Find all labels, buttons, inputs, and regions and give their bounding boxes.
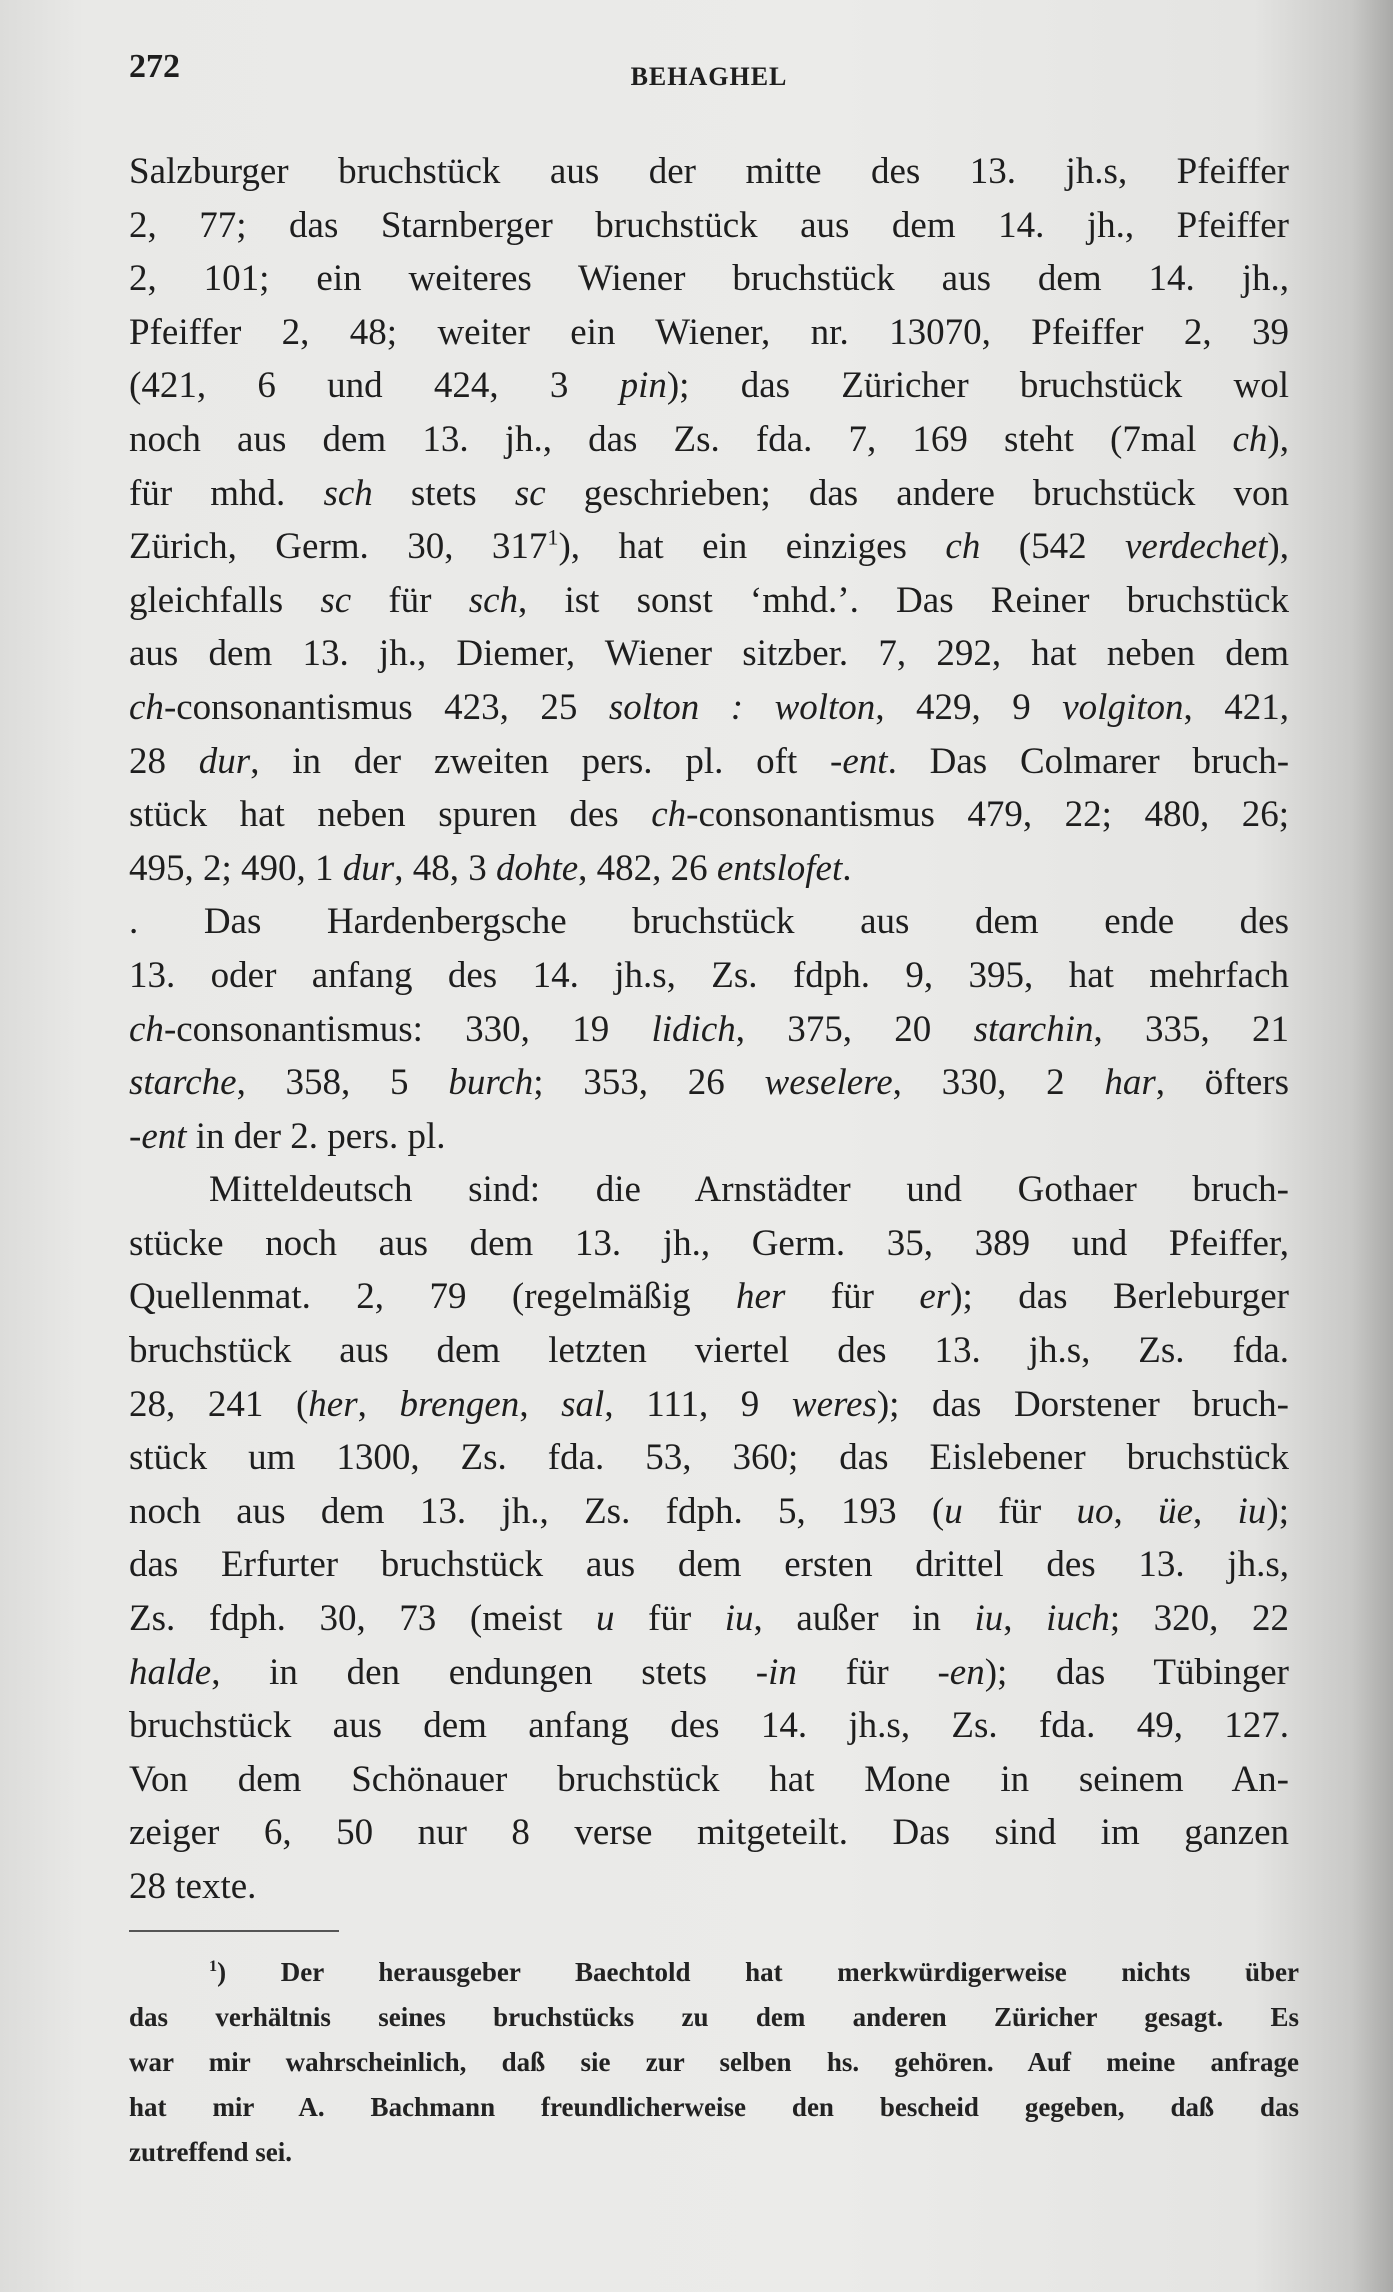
text-run: -consonantismus 479, 22; 480, 26; (686, 794, 1289, 836)
text-line (129, 1753, 1289, 1807)
text-line (129, 1056, 1289, 1110)
italic-term: brengen (399, 1383, 520, 1425)
text-line (129, 467, 1289, 521)
italic-term: her (308, 1383, 358, 1425)
italic-term: ch (651, 794, 687, 836)
text-run: hat mir A. Bachmann freundlicherweise den bescheid gegeben, daß das (129, 2092, 1299, 2122)
text-run: bruchstück aus dem letzten viertel des 13. jh.s, Zs. fda. (129, 1330, 1289, 1372)
italic-term: -ent (830, 740, 888, 782)
text-run: Pfeiffer 2, 48; weiter ein Wiener, nr. 13070, Pfeiffer 2, 39 (129, 311, 1289, 353)
text-line (129, 735, 1289, 789)
footnote-line (129, 2085, 1299, 2130)
text-run: das Erfurter bruchstück aus dem ersten drittel des 13. jh.s, (129, 1544, 1289, 1586)
text-run: 13. oder anfang des 14. jh.s, Zs. fdph. 9, 395, hat mehrfach (129, 954, 1289, 996)
footnote-marker: 1 (547, 524, 559, 550)
text-run: ), hat ein einziges (558, 526, 946, 568)
italic-term: ch (945, 526, 981, 568)
italic-term: ch (129, 686, 164, 728)
italic-term: dur (198, 740, 251, 782)
text-run: 28 (129, 740, 199, 782)
text-line (129, 681, 1289, 735)
text-run: für (614, 1598, 725, 1640)
italic-term: weselere (764, 1062, 893, 1104)
text-run: -consonantismus: 330, 19 (163, 1008, 652, 1050)
text-run: -consonantismus 423, 25 (163, 686, 609, 728)
footnote-line (129, 1950, 1299, 1995)
text-run: in der 2. pers. pl. (186, 1115, 446, 1157)
text-run: ), (1267, 526, 1289, 568)
text-run: , (1003, 1598, 1047, 1640)
text-run: noch aus dem 13. jh., das Zs. fda. 7, 169 steht (7mal (129, 418, 1233, 460)
italic-term: halde (129, 1651, 212, 1693)
italic-term: ch (129, 1008, 164, 1050)
italic-term: iu (974, 1598, 1004, 1640)
text-run: (421, 6 und 424, 3 (129, 365, 620, 407)
text-line (129, 1270, 1289, 1324)
italic-term: har (1104, 1062, 1156, 1104)
text-line (129, 359, 1289, 413)
italic-term: -in (755, 1651, 797, 1693)
italic-term: iu (724, 1598, 754, 1640)
text-run: für (785, 1276, 920, 1318)
text-line (129, 252, 1289, 306)
italic-term: her (736, 1276, 786, 1318)
text-run: Quellenmat. 2, 79 (regelmäßig (129, 1276, 737, 1318)
text-run: , in den endungen stets (211, 1651, 756, 1693)
text-run: , ist sonst ‘mhd.’. Das Reiner bruchstück (518, 579, 1289, 621)
italic-term: lidich (651, 1008, 736, 1050)
text-run: Zürich, Germ. 30, 317 (129, 526, 548, 568)
text-run: noch aus dem 13. jh., Zs. fdph. 5, 193 ( (129, 1490, 945, 1532)
italic-term: sc (320, 579, 352, 621)
text-line (129, 1110, 1289, 1164)
text-run: , (1193, 1490, 1238, 1532)
text-run: ), (1267, 418, 1289, 460)
text-run: . Das Colmarer bruch- (887, 740, 1289, 782)
text-line (129, 520, 1289, 574)
text-line (129, 1485, 1289, 1539)
text-run: Mitteldeutsch sind: die Arnstädter und Gothaer bruch- (209, 1169, 1289, 1211)
italic-term: iu (1237, 1490, 1267, 1532)
footnote-line (129, 2040, 1299, 2085)
text-run: ); das Berleburger (950, 1276, 1289, 1318)
italic-term: u (595, 1598, 615, 1640)
text-line (129, 145, 1289, 199)
page-number: 272 (129, 48, 180, 85)
italic-term: -ent (129, 1115, 187, 1157)
text-line (129, 1699, 1289, 1753)
text-run: aus dem 13. jh., Diemer, Wiener sitzber. 7, 292, hat neben dem (129, 633, 1289, 675)
italic-term: pin (619, 365, 667, 407)
italic-term: ch (1232, 418, 1268, 460)
text-run: , 421, (1183, 686, 1289, 728)
text-run: Zs. fdph. 30, 73 (meist (129, 1598, 596, 1640)
text-run: Salzburger bruchstück aus der mitte des 13. jh.s, Pfeiffer (129, 151, 1289, 192)
text-run: , 429, 9 (875, 686, 1063, 728)
italic-term: er (919, 1276, 951, 1318)
text-run: , (1113, 1490, 1159, 1532)
text-line (129, 1217, 1289, 1271)
text-run: für mhd. (129, 472, 324, 514)
italic-term: sal (561, 1383, 605, 1425)
italic-term: u (944, 1490, 963, 1532)
text-run: stets (372, 472, 515, 514)
text-run: , 358, 5 (236, 1062, 449, 1104)
text-run: war mir wahrscheinlich, daß sie zur selben hs. gehören. Auf meine anfrage (129, 2047, 1299, 2077)
text-run: , 111, 9 (604, 1383, 792, 1425)
italic-term: uo (1076, 1490, 1114, 1532)
footnotes (129, 1950, 1299, 2175)
text-line (129, 949, 1289, 1003)
text-line (129, 1431, 1289, 1485)
footnote-line (129, 1995, 1299, 2040)
text-run: (542 (980, 526, 1125, 568)
text-line (129, 842, 1289, 896)
italic-term: sch (468, 579, 519, 621)
text-run: Von dem Schönauer bruchstück hat Mone in seinem An- (129, 1758, 1289, 1800)
text-line (129, 1324, 1289, 1378)
text-run: für (796, 1651, 938, 1693)
text-run: , 48, 3 (394, 847, 496, 889)
page-header (129, 48, 1289, 98)
footnote-line (129, 2130, 1299, 2175)
italic-term: verdechet (1125, 526, 1268, 568)
italic-term: sch (323, 472, 373, 514)
text-run: , öfters (1155, 1062, 1289, 1104)
text-run: 28, 241 ( (129, 1383, 309, 1425)
text-line (129, 1806, 1289, 1860)
text-line (129, 1003, 1289, 1057)
italic-term: starchin (973, 1008, 1094, 1050)
italic-term: starche (129, 1062, 237, 1104)
italic-term: dur (342, 847, 395, 889)
text-run: , in der zweiten pers. pl. oft (250, 740, 831, 782)
italic-term: sc (514, 472, 546, 514)
text-run: ) Der herausgeber Baechtold hat merkwürdigerweise nichts über (217, 1957, 1299, 1987)
text-line (129, 1592, 1289, 1646)
italic-term: weres (791, 1383, 877, 1425)
text-run: . (842, 847, 852, 889)
text-line (129, 788, 1289, 842)
text-run: , 330, 2 (892, 1062, 1105, 1104)
text-run: für (962, 1490, 1077, 1532)
text-run: ); das Züricher bruchstück wol (666, 365, 1289, 407)
italic-term: volgiton (1062, 686, 1184, 728)
text-run: bruchstück aus dem anfang des 14. jh.s, Zs. fda. 49, 127. (129, 1705, 1289, 1747)
text-run: , (519, 1383, 562, 1425)
italic-term: entslofet (716, 847, 843, 889)
text-run: stücke noch aus dem 13. jh., Germ. 35, 389 und Pfeiffer, (129, 1222, 1289, 1264)
italic-term: iuch (1046, 1598, 1110, 1640)
text-run: geschrieben; das andere bruchstück von (545, 472, 1289, 514)
text-run: . Das Hardenbergsche bruchstück aus dem ende des (129, 901, 1289, 943)
text-line (129, 1163, 1289, 1217)
text-line (129, 574, 1289, 628)
text-run: zutreffend sei. (129, 2137, 292, 2167)
text-line (129, 1646, 1289, 1700)
text-line (129, 627, 1289, 681)
text-line (129, 1538, 1289, 1592)
text-run: stück um 1300, Zs. fda. 53, 360; das Eislebener bruchstück (129, 1437, 1289, 1479)
italic-term: üe (1158, 1490, 1194, 1532)
text-run: 495, 2; 490, 1 (129, 847, 343, 889)
running-head: BEHAGHEL (630, 62, 788, 91)
text-run: , 335, 21 (1093, 1008, 1289, 1050)
text-line (129, 306, 1289, 360)
italic-term: -en (937, 1651, 985, 1693)
text-run: ); das Dorstener bruch- (876, 1383, 1289, 1425)
text-run: , 375, 20 (735, 1008, 974, 1050)
text-line (129, 1378, 1289, 1432)
footnote-divider (129, 1930, 339, 1932)
text-run: ); das Tübinger (984, 1651, 1289, 1693)
body-text (129, 145, 1289, 1914)
text-line (129, 199, 1289, 253)
text-line (129, 895, 1289, 949)
text-run: ; 353, 26 (533, 1062, 765, 1104)
text-run: das verhältnis seines bruchstücks zu dem anderen Züricher gesagt. Es (129, 2002, 1299, 2032)
text-run: stück hat neben spuren des (129, 794, 652, 836)
text-run: ; 320, 22 (1109, 1598, 1289, 1640)
text-run: , außer in (753, 1598, 975, 1640)
footnote-marker: 1 (209, 1957, 218, 1975)
text-run: 2, 77; das Starnberger bruchstück aus dem 14. jh., Pfeiffer (129, 204, 1289, 246)
text-run: 28 texte. (129, 1866, 257, 1907)
text-run: , 482, 26 (578, 847, 717, 889)
text-run: , (357, 1383, 400, 1425)
text-run: ); (1266, 1490, 1289, 1532)
text-run: gleichfalls (129, 579, 321, 621)
italic-term: burch (448, 1062, 534, 1104)
italic-term: solton : wolton (608, 686, 876, 728)
text-run: für (351, 579, 469, 621)
text-line (129, 1860, 1289, 1914)
text-run: zeiger 6, 50 nur 8 verse mitgeteilt. Das sind im ganzen (129, 1812, 1289, 1854)
italic-term: dohte (495, 847, 579, 889)
text-run: 2, 101; ein weiteres Wiener bruchstück aus dem 14. jh., (129, 258, 1289, 300)
text-line (129, 413, 1289, 467)
